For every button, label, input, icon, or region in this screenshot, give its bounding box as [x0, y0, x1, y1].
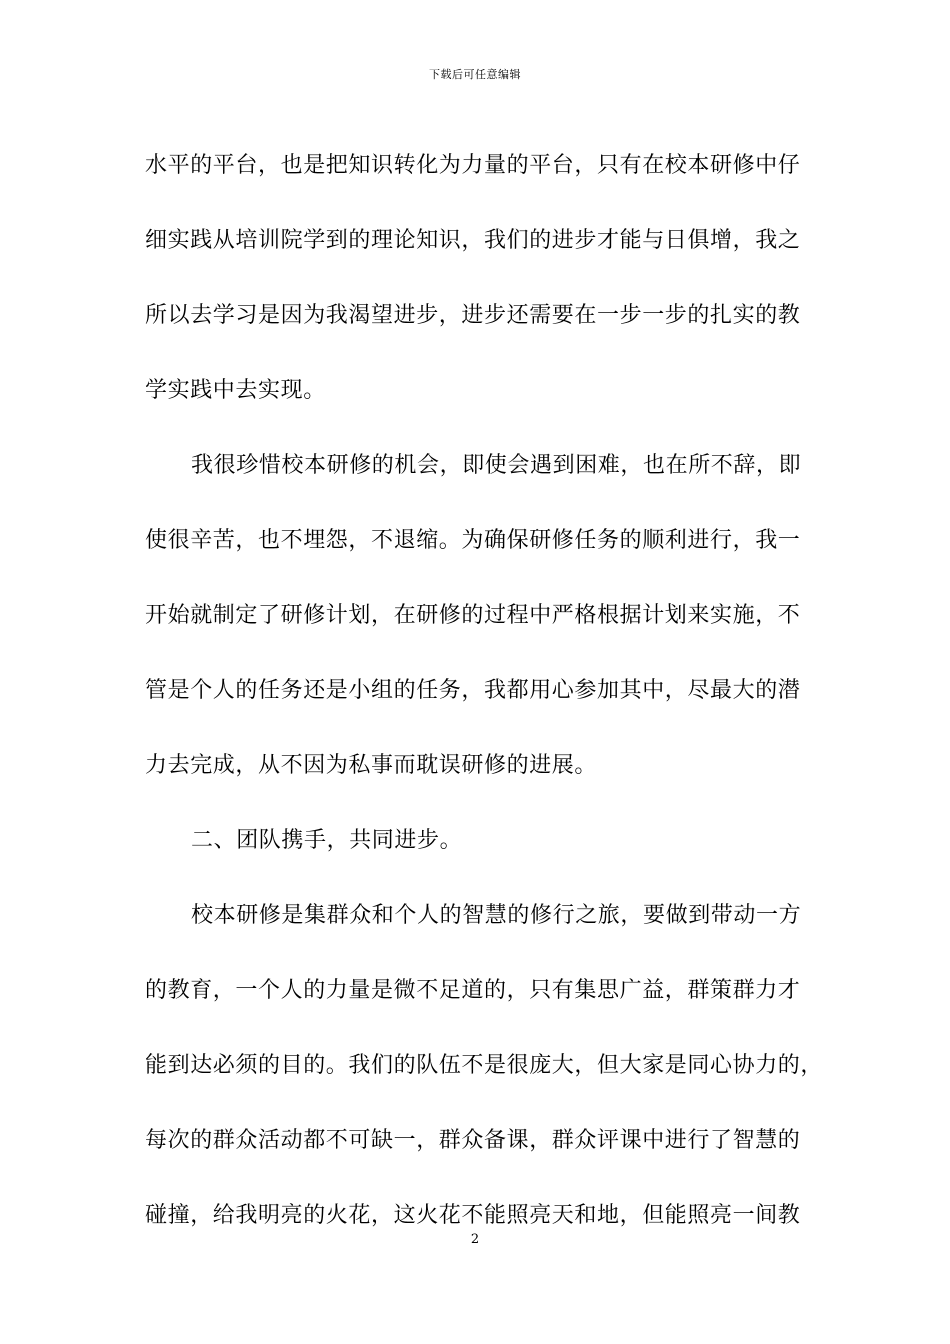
text-line: 的教育，一个人的力量是微不足道的，只有集思广益，群策群力才 — [145, 978, 801, 1003]
text-line: 碰撞，给我明亮的火花，这火花不能照亮天和地，但能照亮一间教 — [145, 1203, 801, 1228]
text-line: 能到达必须的目的。我们的队伍不是很庞大，但大家是同心协力的， — [145, 1053, 824, 1078]
text-line: 所以去学习是因为我渴望进步，进步还需要在一步一步的扎实的教 — [145, 303, 801, 328]
text-line: 每次的群众活动都不可缺一，群众备课，群众评课中进行了智慧的 — [145, 1128, 801, 1153]
text-line: 学实践中去实现。 — [145, 378, 326, 403]
section-heading: 二、团队携手，共同进步。 — [191, 828, 463, 853]
text-line: 开始就制定了研修计划，在研修的过程中严格根据计划来实施，不 — [145, 603, 801, 628]
body-text — [145, 128, 824, 1253]
text-line: 使很辛苦，也不埋怨，不退缩。为确保研修任务的顺利进行，我一 — [145, 528, 801, 553]
text-line: 我很珍惜校本研修的机会，即使会遇到困难，也在所不辞，即 — [191, 453, 802, 478]
text-line: 校本研修是集群众和个人的智慧的修行之旅，要做到带动一方 — [191, 903, 802, 928]
text-line: 细实践从培训院学到的理论知识，我们的进步才能与日俱增，我之 — [145, 228, 801, 253]
text-line: 水平的平台，也是把知识转化为力量的平台，只有在校本研修中仔 — [145, 153, 801, 178]
page-header: 下载后可任意编辑 — [429, 68, 521, 81]
text-line: 管是个人的任务还是小组的任务，我都用心参加其中，尽最大的潜 — [145, 678, 801, 703]
page-number: 2 — [470, 1232, 480, 1247]
text-line: 力去完成，从不因为私事而耽误研修的进展。 — [145, 753, 598, 778]
